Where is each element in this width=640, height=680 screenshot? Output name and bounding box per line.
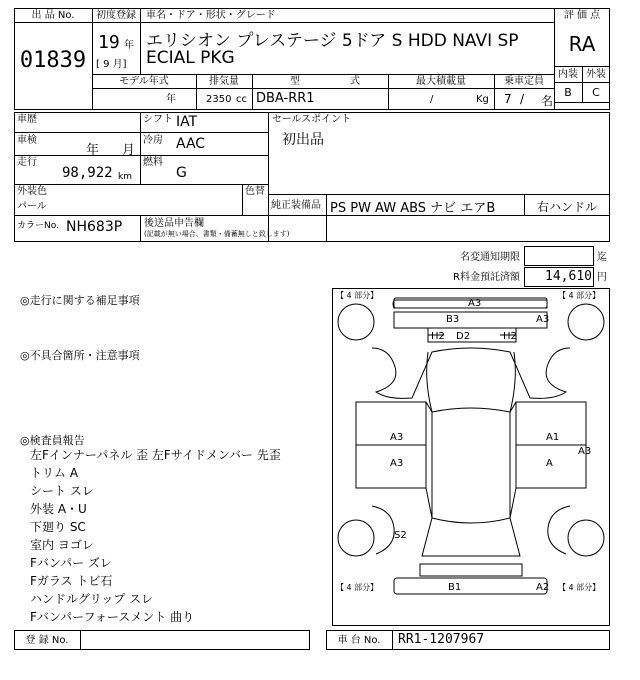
- after-sales-label: 後送品申告欄: [144, 218, 204, 229]
- model-code: DBA-RR1: [256, 91, 315, 106]
- divider: [92, 88, 554, 89]
- name-change-label: 名変通知期限: [460, 252, 520, 263]
- mark-rear-right: A2: [536, 582, 550, 593]
- rating-value: RA: [568, 32, 596, 56]
- divider: [92, 8, 93, 110]
- recycle-amount: 14,610: [545, 269, 592, 284]
- divider: [140, 215, 141, 242]
- rear-bumper: [394, 578, 550, 594]
- history-label: 車歴: [17, 114, 37, 125]
- model-year-unit: 年: [166, 94, 176, 105]
- mark-right-side: A3: [578, 446, 592, 457]
- reg-month: [ 9 月]: [96, 59, 127, 70]
- tire-label-rr: 【 4 部分】: [558, 583, 601, 592]
- inspector-note: Fガラス トビ石: [30, 574, 113, 588]
- tire-label-rl: 【 4 部分】: [336, 583, 379, 592]
- mileage-label: 走行: [17, 157, 37, 168]
- reg-no-label: 登 録 No.: [25, 635, 69, 646]
- type-label-2: 式: [350, 76, 360, 87]
- mark-right-rear-door: A: [546, 458, 553, 469]
- inspector-note: Fバンパー ズレ: [30, 556, 112, 570]
- tire-rear-right: [568, 520, 604, 556]
- max-load-label: 最大積載量: [416, 76, 466, 87]
- mark-d2: D2: [456, 331, 471, 342]
- chassis-label: 車 台 No.: [337, 635, 381, 646]
- tire-front-left: [338, 304, 374, 340]
- capacity-value: 7: [504, 92, 512, 106]
- tire-rear-left: [338, 520, 374, 556]
- type-label: 型: [290, 76, 300, 87]
- divider: [554, 82, 610, 83]
- ext-color-value: パール: [17, 201, 47, 212]
- inspector-note: 室内 ヨゴレ: [30, 538, 94, 552]
- color-no-label: カラーNo.: [17, 221, 59, 231]
- name-change-box: [524, 246, 594, 266]
- rear-window: [422, 518, 520, 556]
- tire-label-fl: 【 4 部分】: [336, 291, 379, 300]
- capacity-label: 乗車定員: [504, 76, 544, 87]
- model-year-label: モデル年式: [119, 76, 169, 87]
- roof: [432, 408, 510, 523]
- inspector-note: 下廻り SC: [30, 520, 86, 534]
- hood: [394, 312, 550, 328]
- divider: [140, 112, 141, 184]
- divider: [268, 194, 610, 195]
- divider: [252, 74, 253, 110]
- after-sales-note: (記載が無い場合、書類・備蓄無しと致します): [144, 230, 290, 238]
- inspector-note: ハンドルグリップ スレ: [30, 592, 154, 606]
- divider: [554, 102, 610, 103]
- diagram-frame: [333, 289, 610, 626]
- displacement-label: 排気量: [209, 76, 239, 87]
- interior-label: 内装: [558, 69, 578, 80]
- equipment-label: 純正装備品: [271, 200, 321, 211]
- mileage-value: 98,922: [62, 165, 113, 181]
- inspector-notes: [30, 446, 281, 626]
- mark-right-front-door: A1: [546, 432, 560, 443]
- max-load-unit: Kg: [476, 94, 489, 105]
- divider: [242, 184, 243, 215]
- inspection-month: 月: [122, 143, 136, 158]
- divider: [140, 8, 141, 74]
- recycle-label: R料金預託済額: [453, 272, 520, 283]
- mark-rear-bumper: B1: [448, 582, 462, 593]
- divider: [392, 630, 393, 650]
- divider: [14, 132, 268, 133]
- tire-label-fr: 【 4 部分】: [558, 291, 601, 300]
- inspection-label: 車検: [17, 135, 37, 146]
- tire-front-right: [568, 304, 604, 340]
- car-name-line1: エリシオン プレステージ 5ドア S HDD NAVI SP: [146, 31, 519, 51]
- interior-grade: B: [564, 86, 572, 99]
- color-change-label: 色替: [245, 186, 265, 197]
- inspector-note: トリム A: [30, 466, 79, 480]
- roof-pillars: [426, 402, 516, 518]
- divider: [14, 215, 610, 216]
- exterior-label: 外装: [586, 69, 606, 80]
- fuel-value: G: [176, 165, 187, 181]
- rear-lamp-bar: [420, 564, 522, 576]
- divider: [92, 22, 554, 23]
- shift-value: IAT: [176, 114, 198, 130]
- mileage-unit: km: [118, 172, 132, 182]
- inspector-note: Fバンパーフォースメント 曲り: [30, 610, 195, 624]
- ac-value: AAC: [176, 136, 206, 152]
- divider: [92, 74, 554, 75]
- fuel-label: 燃料: [143, 157, 163, 168]
- divider: [268, 112, 269, 242]
- recycle-unit: 円: [597, 272, 607, 283]
- lot-label: 出 品 No.: [31, 10, 75, 21]
- a-pillars: [427, 352, 516, 412]
- driving-notes-title: ◎走行に関する補足事項: [20, 294, 140, 307]
- lot-number: 01839: [19, 48, 87, 73]
- name-change-unit: 迄: [597, 252, 607, 263]
- inspector-title: ◎検査員報告: [20, 434, 85, 447]
- divider: [14, 22, 92, 23]
- mark-hood-right: A3: [536, 314, 550, 325]
- inspector-note: シート スレ: [30, 484, 94, 498]
- divider: [80, 630, 81, 650]
- mark-left-rear: S2: [394, 530, 407, 541]
- mark-front-bumper: A3: [468, 298, 482, 309]
- mark-left-front-door: A3: [390, 432, 404, 443]
- inspector-note: 左Fインナーパネル 歪 左Fサイドメンバー 先歪: [30, 448, 281, 462]
- chassis-number: RR1-1207967: [398, 632, 485, 647]
- car-name-line2: ECIAL PKG: [146, 48, 235, 68]
- mark-hood-left: B3: [446, 314, 460, 325]
- ac-label: 冷房: [143, 135, 163, 146]
- equipment-value: PS PW AW ABS ナビ エアB: [330, 201, 496, 216]
- mark-h2-right: H2: [503, 331, 517, 342]
- divider: [14, 184, 268, 185]
- exterior-grade: C: [592, 86, 600, 99]
- reg-year-unit: 年: [124, 40, 134, 51]
- first-reg-label: 初度登録: [96, 10, 136, 21]
- mark-left-rear-door: A3: [390, 458, 404, 469]
- shift-label: シフト: [143, 114, 173, 125]
- divider: [326, 194, 327, 242]
- ext-color-label: 外装色: [17, 186, 47, 197]
- divider: [14, 155, 268, 156]
- mark-h2-left: H2: [431, 331, 445, 342]
- color-no-value: NH683P: [66, 219, 123, 235]
- rating-label: 評 価 点: [563, 10, 601, 21]
- displacement-value: 2350: [206, 94, 232, 105]
- sales-point-label: セールスポイント: [272, 114, 352, 125]
- steering-value: 右ハンドル: [536, 200, 597, 214]
- car-damage-diagram: [332, 288, 610, 626]
- defects-title: ◎不具合箇所・注意事項: [20, 349, 140, 362]
- displacement-unit: cc: [236, 94, 247, 105]
- capacity-sep: /: [520, 92, 525, 106]
- car-name-label: 車名・ドア・形状・グレード: [146, 10, 276, 21]
- body-top-outline: [372, 348, 570, 398]
- sales-point-value: 初出品: [282, 132, 324, 148]
- inspector-note: 外装 A・U: [30, 502, 87, 516]
- capacity-unit: 名: [541, 94, 554, 108]
- reg-year: 19: [98, 32, 120, 53]
- max-load-value: /: [430, 94, 434, 105]
- inspection-year: 年: [86, 143, 100, 158]
